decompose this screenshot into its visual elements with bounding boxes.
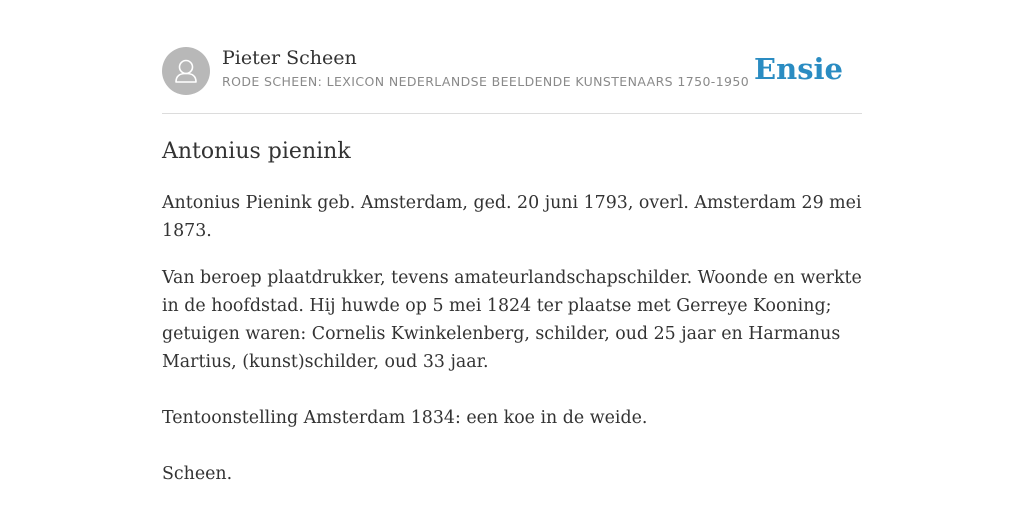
author-avatar[interactable] bbox=[162, 47, 210, 95]
article-signature: Scheen. bbox=[162, 464, 233, 484]
user-silhouette-icon bbox=[162, 47, 210, 95]
article-paragraph: Antonius Pienink geb. Amsterdam, ged. 20 juni 1793, overl. Amsterdam 29 mei 1873. bbox=[162, 193, 862, 241]
article-title: Antonius pienink bbox=[162, 139, 351, 164]
ensie-logo[interactable]: Ensie bbox=[754, 52, 843, 86]
article-paragraph: Van beroep plaatdrukker, tevens amateurlandschapschilder. Woonde en werkte in de hoofdstad. Hij huwde op 5 mei 1824 ter plaatse met Gerreye Kooning; getuigen waren: Cornelis Kwinkelenberg, schilder, oud 25 jaar en Harmanus Martius, (kunst)schilder, oud 33 jaar. bbox=[162, 268, 862, 372]
article-paragraph: Tentoonstelling Amsterdam 1834: een koe in de weide. bbox=[162, 408, 648, 428]
source-title[interactable]: RODE SCHEEN: LEXICON NEDERLANDSE BEELDENDE KUNSTENAARS 1750-1950 bbox=[222, 74, 750, 89]
author-name[interactable]: Pieter Scheen bbox=[222, 47, 357, 69]
author-header bbox=[162, 45, 862, 114]
article-body bbox=[162, 189, 862, 507]
